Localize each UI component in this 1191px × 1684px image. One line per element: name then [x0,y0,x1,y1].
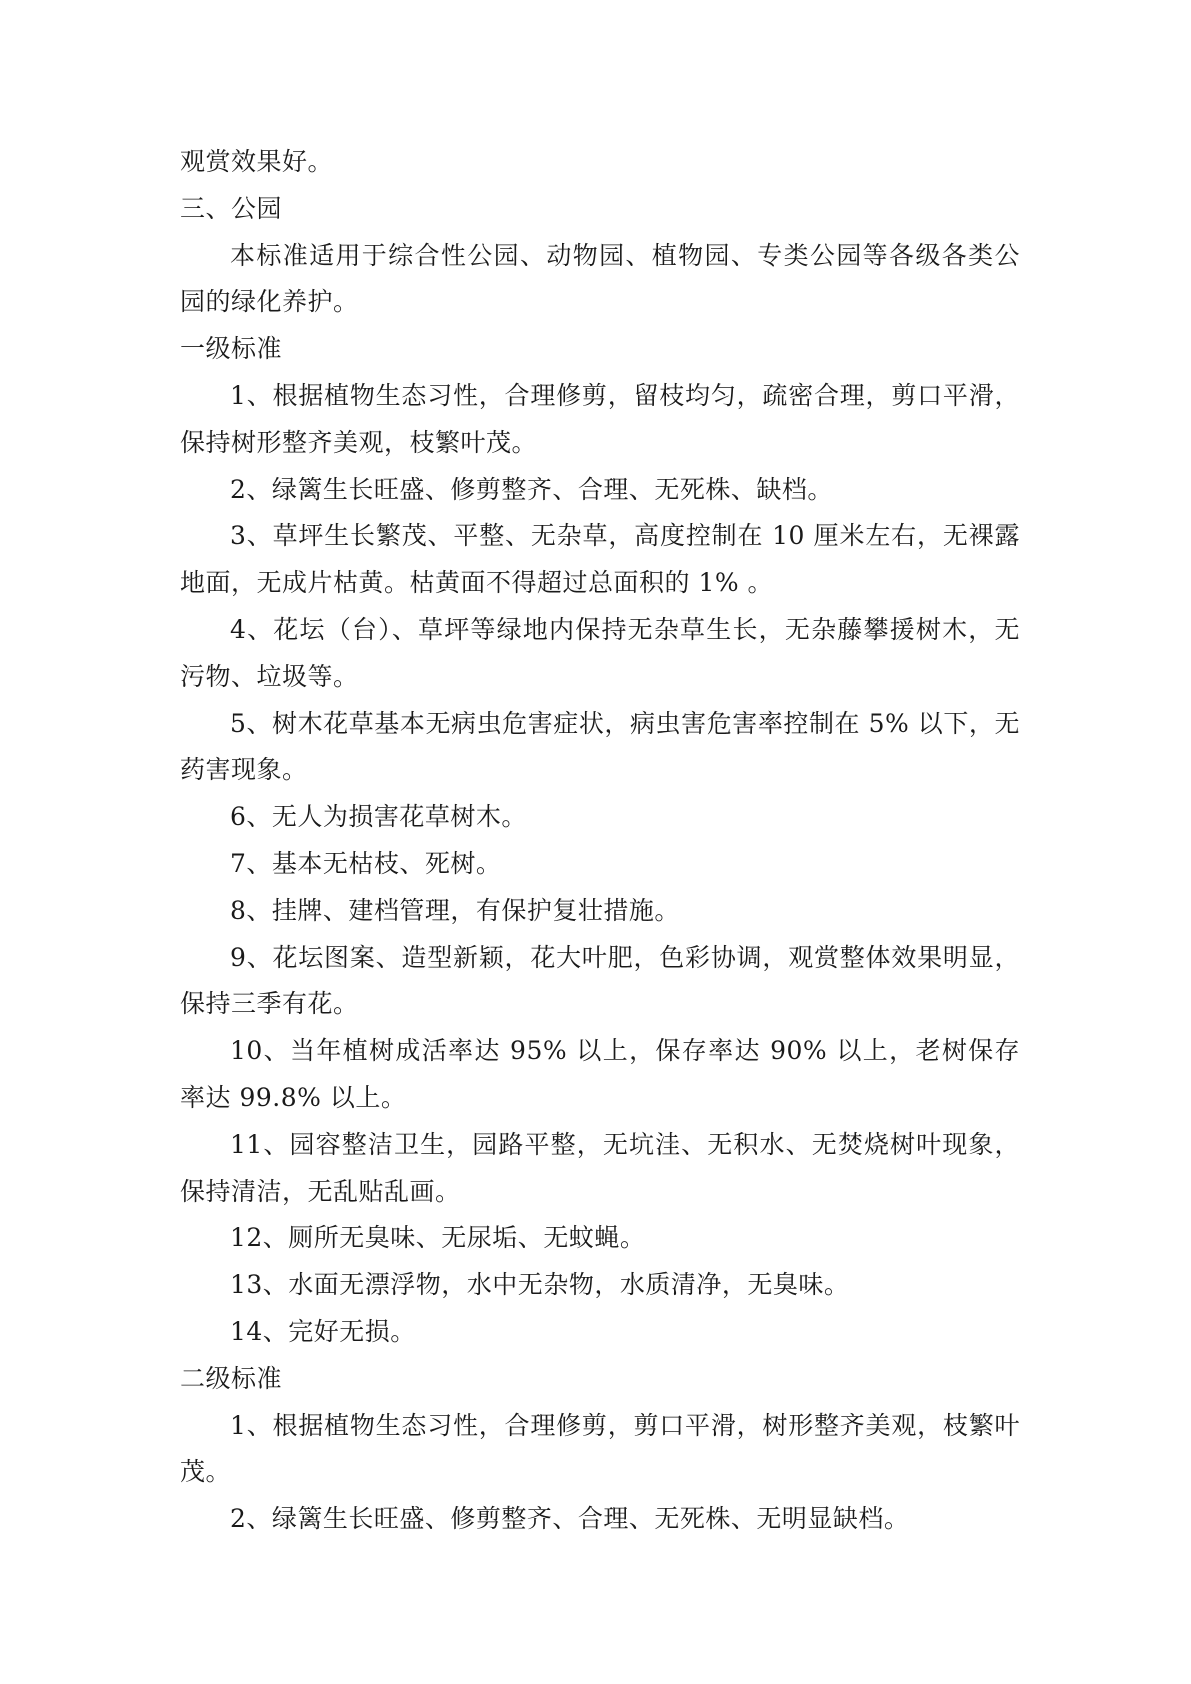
subsection-heading: 二级标准 [180,1363,283,1393]
list-item: 10、当年植树成活率达 95% 以上，保存率达 90% 以上，老树保存率达 99.8% 以上。 [180,1036,1020,1112]
list-item: 9、花坛图案、造型新颖，花大叶肥，色彩协调，观赏整体效果明显，保持三季有花。 [180,942,1020,1019]
list-item: 4、花坛（台）、草坪等绿地内保持无杂草生长，无杂藤攀援树木，无污物、垃圾等。 [180,614,1020,691]
list-item: 12、厕所无臭味、无尿垢、无蚊蝇。 [230,1223,646,1253]
list-item: 13、水面无漂浮物，水中无杂物，水质清净，无臭味。 [230,1270,850,1300]
list-item: 1、根据植物生态习性，合理修剪，留枝均匀，疏密合理，剪口平滑，保持树形整齐美观，枝繁叶茂。 [180,380,1020,457]
list-item: 8、挂牌、建档管理，有保护复壮措施。 [230,895,680,925]
list-item: 1、根据植物生态习性，合理修剪，剪口平滑，树形整齐美观，枝繁叶茂。 [180,1410,1020,1487]
section-heading: 三、公园 [180,193,283,223]
document-body [180,139,1020,1543]
list-item: 2、绿篱生长旺盛、修剪整齐、合理、无死株、无明显缺档。 [230,1504,910,1534]
list-item: 7、基本无枯枝、死树。 [230,848,502,878]
list-item: 5、树木花草基本无病虫危害症状，病虫害危害率控制在 5% 以下，无药害现象。 [180,708,1020,785]
paragraph: 本标准适用于综合性公园、动物园、植物园、专类公园等各级各类公园的绿化养护。 [180,240,1020,317]
list-item: 11、园容整洁卫生，园路平整，无坑洼、无积水、无焚烧树叶现象，保持清洁，无乱贴乱画。 [180,1129,1020,1206]
list-item: 14、完好无损。 [230,1316,416,1346]
list-item: 2、绿篱生长旺盛、修剪整齐、合理、无死株、缺档。 [230,474,833,504]
paragraph: 观赏效果好。 [180,147,334,176]
list-item: 6、无人为损害花草树木。 [230,802,527,832]
subsection-heading: 一级标准 [180,334,283,364]
list-item: 3、草坪生长繁茂、平整、无杂草，高度控制在 10 厘米左右，无裸露地面，无成片枯黄。枯黄面不得超过总面积的 1% 。 [180,521,1020,598]
